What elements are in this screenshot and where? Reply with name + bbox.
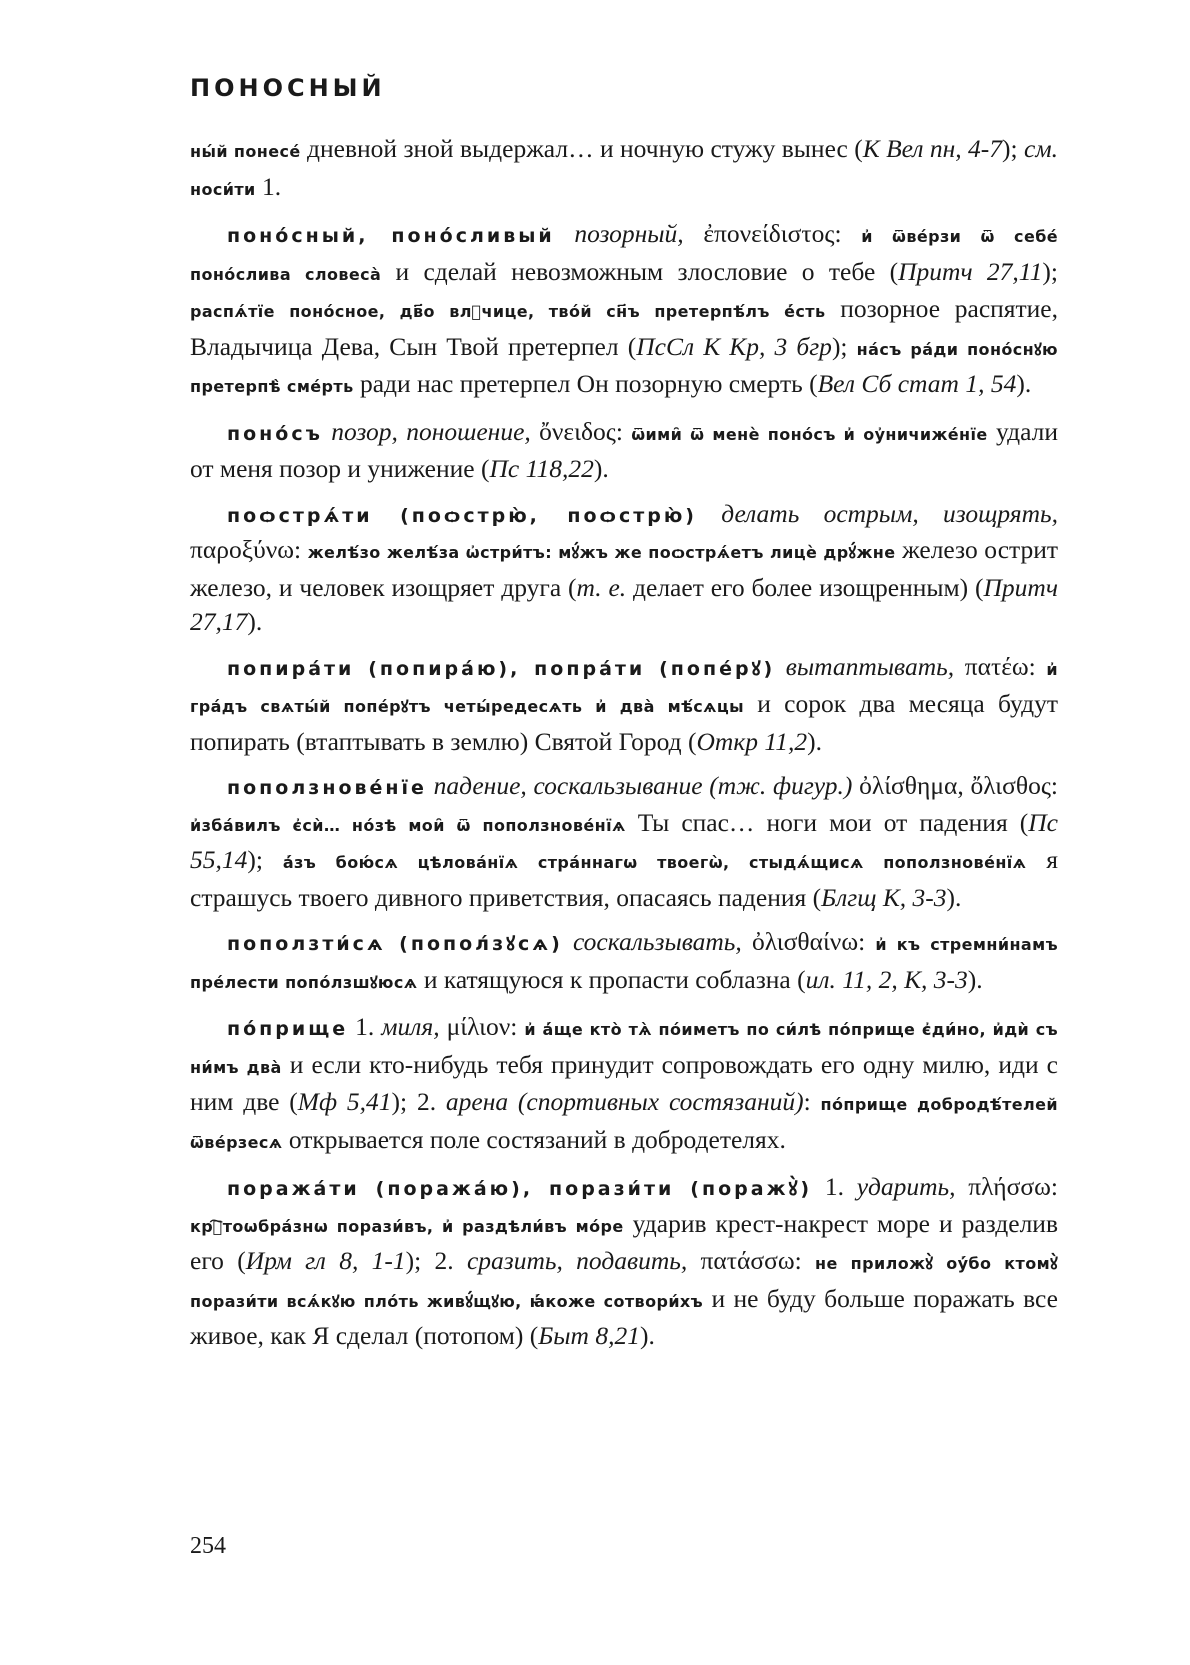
headword: поѻстрѧ́ти (поѻстрю̀, поѻстрю̀) [227,504,697,527]
russian-text: ἐπονείδιστος: [683,219,862,248]
gloss-italic: Притч 27,17 [190,572,1059,636]
dictionary-entry [190,415,1058,487]
church-slavonic-text: и҆ гра́дъ свѧты́й попе́рꙋтъ четы́редесѧть и҆ два̀ мѣ́сѧцы [190,659,1059,716]
russian-text: ); [831,331,857,361]
russian-text [697,499,721,528]
russian-text: дневной зной выдержал… и ночную стужу вынес ( [300,134,863,163]
church-slavonic-text: и҆ къ стремни́намъ пре́лести попо́лзшꙋюсѧ [190,935,1058,992]
russian-text: ). [247,607,263,636]
russian-text: Ты спас… ноги мои от падения ( [625,807,1029,837]
russian-text: удали от меня позор и унижение ( [190,416,1058,483]
russian-text: 1. [348,1012,382,1041]
russian-text: позорное распятие, Владычица Дева, Сын Твой претерпел ( [190,294,1058,361]
dictionary-entry [190,1010,1058,1160]
russian-text: открывается поле состязаний в добродетелях. [282,1124,786,1154]
russian-text: ); 2. [391,1087,446,1116]
russian-text: и катящуюся к пропасти соблазна ( [417,964,806,994]
gloss-italic: Блгщ К, 3-3 [821,882,947,912]
church-slavonic-text: и҆ а҆́ще кто̀ тѧ̀ по́иметъ по си́лѣ по́прище є҆ди́но, и҆дѝ съ ни́мъ два̀ [190,1020,1059,1077]
headword: поно́сный, поно́сливый [227,225,555,247]
gloss-italic: см. [1024,134,1058,163]
page-number: 254 [190,1533,226,1559]
russian-text: ); 2. [405,1246,467,1275]
russian-text: и сорок два месяца будут попирать (втаптывать в землю) Святой Город ( [190,689,1059,756]
russian-text: πατέω: [954,651,1047,681]
gloss-italic: сразить, подавить, [466,1246,688,1275]
entries-list [190,132,1058,1354]
church-slavonic-text: и҆ ѿве́рзи ѿ себе́ поно́слива словеса̀ [190,227,1059,284]
russian-text: ὀλίσθημα, ὄλισθος: [852,771,1059,800]
church-slavonic-text: не приложꙋ̀ оу҆́бо ктомꙋ̀ порази́ти всѧ́кꙋю пло́ть живꙋ́щꙋю, ꙗ҆́коже сотвори́хъ [190,1254,1059,1311]
church-slavonic-text: носи́ти [190,179,256,199]
gloss-italic: Мф 5,41 [297,1087,392,1116]
headword: по́прище [227,1018,349,1040]
gloss-italic: ил. 11, 2, К, 3-3 [805,964,968,994]
headword: поража́ти (поража́ю), порази́ти (поражꙋ̀) [227,1178,813,1200]
headword: попира́ти (попира́ю), попра́ти (попе́рꙋ) [227,657,776,680]
gloss-italic: ПсСл К Кр, 3 бгр [636,331,832,361]
russian-text: ). [946,882,962,912]
gloss-italic: падение, соскальзывание (тж. фигур.) [433,771,853,800]
gloss-italic: позор, поношение, [331,416,531,446]
russian-text [555,219,575,248]
church-slavonic-text: ны́й понесе́ [190,142,301,161]
russian-text: ). [807,726,822,756]
dictionary-entry [190,769,1058,915]
headword: поползнове́нїе [227,777,427,799]
russian-text: 1. [255,171,282,201]
church-slavonic-text: крⷭ҇тоѡбра́знѡ порази́въ, и҆ раздѣли́въ мо́ре [190,1216,624,1236]
russian-text: ). [1016,369,1032,398]
russian-text: 1. [812,1172,857,1201]
russian-text: παροξύνω: [190,535,308,564]
gloss-italic: Пс 55,14 [190,807,1058,874]
headword: поно́съ [227,422,323,445]
russian-text: πατάσσω: [687,1246,816,1275]
russian-text: ὄνειδος: [530,416,632,446]
gloss-italic: Откр 11,2 [696,726,808,756]
dictionary-entry [190,650,1058,760]
church-slavonic-text: а҆́зъ бою́сѧ цѣлова́нїѧ стра́ннагѡ твоегѡ̀, стыдѧ́щисѧ поползнове́нїѧ [282,853,1027,872]
church-slavonic-text: и҆зба́вилъ є҆сѝ… но́зѣ мои̑ ѿ поползнове́нїѧ [190,815,626,835]
gloss-italic: позорный, [574,219,684,248]
gloss-italic: Вел Сб стат 1, 54 [817,369,1017,398]
russian-text: ὀλισθαίνω: [741,927,876,956]
gloss-italic: соскальзывать, [573,927,742,956]
russian-text: : [803,1087,821,1116]
russian-text: ); [1042,256,1058,286]
russian-text: и если кто-нибудь тебя принудит сопровождать его одну милю, иди с ним две ( [190,1049,1058,1116]
church-slavonic-text: по́прище добродѣ́телей ѿве́рзесѧ [190,1095,1058,1152]
entry-continuation [190,132,1058,207]
gloss-italic: т. е. [576,572,627,602]
russian-text: и не буду больше поражать все живое, как Я сделал (потопом) ( [190,1283,1058,1350]
church-slavonic-text: ѿими̑ ѿ менѐ поно́съ и҆ оу҆ничиже́нїе [631,424,988,444]
gloss-italic: арена (спортивных состязаний) [445,1087,804,1116]
russian-text: ). [593,454,609,483]
russian-text: μίλιον: [439,1012,525,1041]
gloss-italic: Пс 118,22 [489,454,594,483]
gloss-italic: Быт 8,21 [538,1321,640,1350]
gloss-italic: делать острым, изощрять, [721,498,1058,528]
headword: поползти́сѧ (попол́зꙋсѧ) [227,933,563,955]
russian-text: ); [247,845,283,874]
gloss-italic: ударить, [856,1172,956,1201]
gloss-italic: Ирм гл 8, 1-1 [245,1246,406,1275]
dictionary-page [190,74,1058,1364]
russian-text: πλήσσω: [955,1172,1058,1201]
gloss-italic: К Вел пн, 4-7 [862,134,1003,163]
church-slavonic-text: распѧ́тїе поно́сное, дв҃о влⷣчице, тво́й сн҃ъ претерпѣ́лъ е҆́сть [190,302,826,321]
dictionary-entry [190,497,1058,640]
russian-text: делает его более изощренным) ( [626,572,984,602]
gloss-italic: вытаптывать, [785,651,955,681]
running-head: ПОНОСНЫЙ [190,74,386,102]
russian-text: железо острит железо, и человек изощряет друга ( [190,535,1059,602]
russian-text: ). [967,964,983,994]
dictionary-entry [190,925,1058,1000]
russian-text: я страшусь твоего дивного приветствия, опасаясь падения ( [190,845,1059,912]
church-slavonic-text: на́съ ра́ди поно́снꙋю претерпѣ̀ сме́рть [190,339,1058,396]
russian-text [775,652,786,681]
russian-text [323,417,331,446]
church-slavonic-text: желѣ́зо желѣ́за ѡ҆стри́тъ: мꙋ́жъ же поѻстрѧ́етъ лицѐ дрꙋ́жне [307,543,896,562]
gloss-italic: Притч 27,11 [898,256,1043,286]
russian-text: ради нас претерпел Он позорную смерть ( [353,369,818,398]
dictionary-entry [190,1170,1058,1354]
gloss-italic: миля, [381,1012,440,1041]
russian-text [427,771,434,800]
russian-text [563,927,573,956]
dictionary-entry [190,217,1058,405]
russian-text: и сделай невозможным злословие о тебе ( [381,256,899,286]
russian-text: ). [639,1321,655,1350]
russian-text: ); [1002,134,1025,163]
russian-text: ударив крест-накрест море и разделив его ( [190,1208,1058,1275]
